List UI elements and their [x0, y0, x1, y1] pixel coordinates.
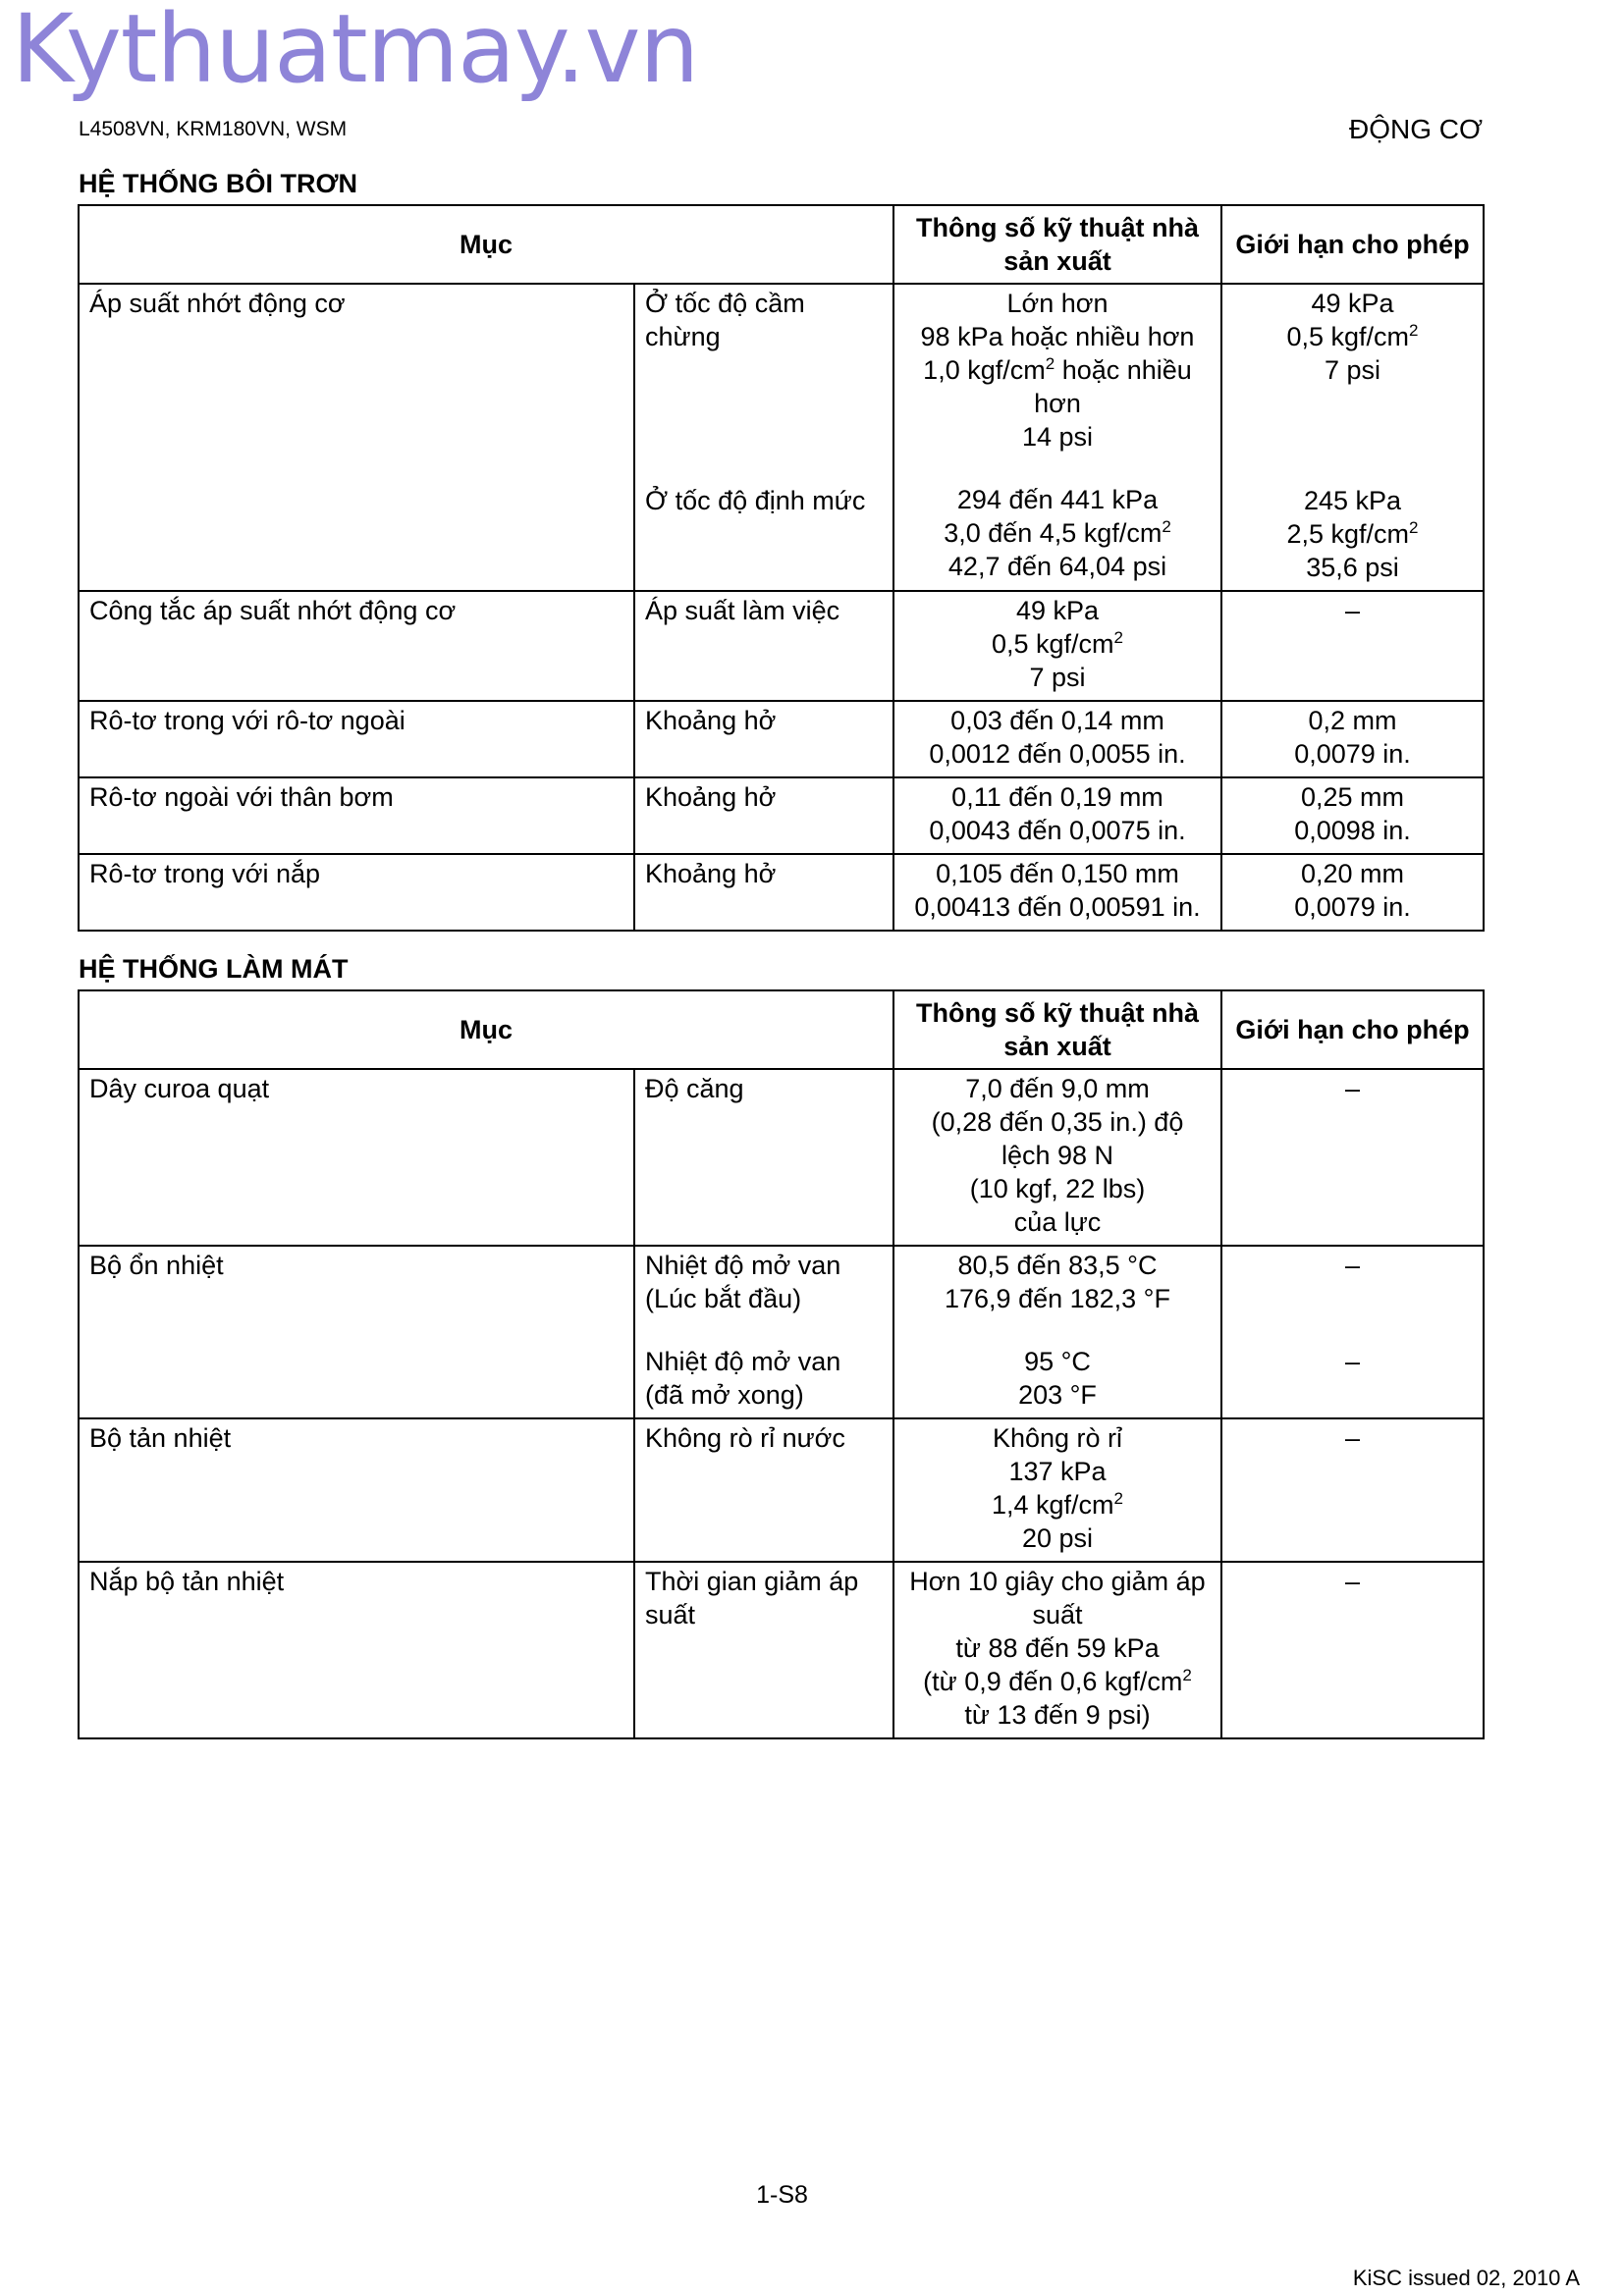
spec-cell — [893, 1562, 1221, 1738]
item-cell: Bộ tản nhiệt — [79, 1418, 634, 1562]
spec-text: 80,5 đến 83,5 °C 176,9 đến 182,3 °F — [945, 1251, 1170, 1313]
superscript: 2 — [1113, 628, 1123, 647]
table-row — [79, 701, 1484, 777]
limit-cell — [1221, 284, 1484, 591]
condition-cell: Khoảng hở — [634, 854, 893, 931]
cooling-table — [78, 989, 1485, 1739]
table-row — [79, 591, 1484, 701]
spec-text: 0,105 đến 0,150 mm 0,00413 đến 0,00591 in. — [914, 859, 1201, 922]
table-header-row — [79, 990, 1484, 1069]
superscript: 2 — [1409, 321, 1419, 340]
superscript: 2 — [1162, 517, 1171, 536]
spec-text: từ 88 đến 59 kPa — [955, 1633, 1160, 1663]
col-header-spec: Thông số kỹ thuật nhà sản xuất — [893, 205, 1221, 284]
condition-full: Nhiệt độ mở van (đã mở xong) — [645, 1347, 841, 1410]
spec-cell — [893, 1069, 1221, 1246]
table-row — [79, 284, 1484, 591]
item-cell: Áp suất nhớt động cơ — [79, 284, 634, 591]
limit-text: 0,5 kgf/cm — [1286, 322, 1410, 351]
cooling-title: HỆ THỐNG LÀM MÁT — [79, 954, 349, 984]
condition-cell: Độ căng — [634, 1069, 893, 1246]
limit-cell: – — [1221, 1418, 1484, 1562]
limit-text: 7 psi — [1324, 355, 1381, 385]
limit-text: 2,5 kgf/cm — [1286, 519, 1410, 549]
page-number: 1-S8 — [756, 2181, 808, 2209]
condition-cell: Khoảng hở — [634, 777, 893, 854]
item-cell: Dây curoa quạt — [79, 1069, 634, 1246]
spec-cell — [893, 284, 1221, 591]
col-header-spec: Thông số kỹ thuật nhà sản xuất — [893, 990, 1221, 1069]
issue-note: KiSC issued 02, 2010 A — [1352, 2266, 1580, 2290]
limit-text: 0,25 mm 0,0098 in. — [1294, 782, 1411, 845]
spec-text: 14 psi — [1021, 422, 1094, 452]
limit-cell: – — [1221, 1069, 1484, 1246]
spec-text: 294 đến 441 kPa — [956, 485, 1159, 514]
section-header: ĐỘNG CƠ — [1348, 114, 1483, 144]
spec-text: Không rò rỉ — [992, 1423, 1123, 1453]
lubrication-table — [78, 204, 1485, 932]
limit-text — [1232, 320, 1473, 353]
limit-text — [1232, 517, 1473, 551]
condition-cell: Không rò rỉ nước — [634, 1418, 893, 1562]
spec-text: 49 kPa — [1015, 596, 1100, 625]
lubrication-title: HỆ THỐNG BÔI TRƠN — [79, 169, 358, 198]
superscript: 2 — [1113, 1489, 1123, 1508]
condition-cell: Thời gian giảm áp suất — [634, 1562, 893, 1738]
spec-text: 0,03 đến 0,14 mm 0,0012 đến 0,0055 in. — [929, 706, 1186, 769]
spec-text — [904, 353, 1211, 420]
table-row — [79, 854, 1484, 931]
condition-cell: Khoảng hở — [634, 701, 893, 777]
spec-text — [904, 1665, 1211, 1698]
table-row — [79, 1418, 1484, 1562]
condition-start: Nhiệt độ mở van (Lúc bắt đầu) — [645, 1251, 841, 1313]
col-header-limit: Giới hạn cho phép — [1221, 205, 1484, 284]
item-cell: Rô-tơ ngoài với thân bơm — [79, 777, 634, 854]
condition-cell: Áp suất làm việc — [634, 591, 893, 701]
col-header-limit: Giới hạn cho phép — [1221, 990, 1484, 1069]
model-header: L4508VN, KRM180VN, WSM — [79, 118, 348, 140]
superscript: 2 — [1182, 1666, 1192, 1684]
spec-cell — [893, 591, 1221, 701]
table-row — [79, 1246, 1484, 1418]
spec-text: Lớn hơn — [1006, 289, 1109, 318]
condition-idle: Ở tốc độ cầm chừng — [645, 289, 805, 351]
col-header-item: Mục — [79, 990, 893, 1069]
superscript: 2 — [1045, 354, 1055, 373]
spec-text — [904, 1488, 1211, 1522]
limit-text: 245 kPa — [1303, 486, 1402, 515]
limit-text: 0,20 mm 0,0079 in. — [1294, 859, 1411, 922]
limit-cell — [1221, 1246, 1484, 1418]
superscript: 2 — [1409, 518, 1419, 537]
spec-text: 7 psi — [1029, 663, 1086, 692]
spec-text: từ 13 đến 9 psi) — [964, 1700, 1151, 1730]
col-header-item: Mục — [79, 205, 893, 284]
condition-cell — [634, 1246, 893, 1418]
limit-text: 49 kPa — [1311, 289, 1394, 318]
spec-text: 0,5 kgf/cm — [991, 629, 1114, 659]
spec-cell — [893, 777, 1221, 854]
spec-text — [904, 516, 1211, 550]
watermark-logo: Kythuatmay.vn — [12, 0, 699, 104]
limit-text: – — [1344, 1251, 1361, 1280]
condition-rated: Ở tốc độ định mức — [645, 486, 866, 515]
item-cell: Bộ ổn nhiệt — [79, 1246, 634, 1418]
table-header-row — [79, 205, 1484, 284]
spec-text: 1,0 kgf/cm — [923, 355, 1046, 385]
spec-text: Hơn 10 giây cho giảm áp suất — [909, 1567, 1206, 1629]
spec-text: 137 kPa — [1008, 1457, 1107, 1486]
limit-text: 35,6 psi — [1306, 553, 1399, 582]
limit-text: – — [1344, 1347, 1361, 1376]
item-cell: Nắp bộ tản nhiệt — [79, 1562, 634, 1738]
spec-text: (từ 0,9 đến 0,6 kgf/cm — [923, 1667, 1183, 1696]
spec-cell — [893, 1418, 1221, 1562]
spec-text: 42,7 đến 64,04 psi — [947, 552, 1167, 581]
spec-text: 98 kPa hoặc nhiều hơn — [920, 322, 1195, 351]
spec-text: 95 °C 203 °F — [1018, 1347, 1097, 1410]
limit-cell — [1221, 777, 1484, 854]
limit-text: 0,2 mm 0,0079 in. — [1294, 706, 1411, 769]
limit-cell: – — [1221, 1562, 1484, 1738]
table-row — [79, 1069, 1484, 1246]
table-row — [79, 777, 1484, 854]
spec-text: 7,0 đến 9,0 mm (0,28 đến 0,35 in.) độ lệch 98 N (10 kgf, 22 lbs) của lực — [931, 1074, 1184, 1237]
limit-cell — [1221, 854, 1484, 931]
condition-cell — [634, 284, 893, 591]
table-row — [79, 1562, 1484, 1738]
item-cell: Công tắc áp suất nhớt động cơ — [79, 591, 634, 701]
spec-text: 20 psi — [1021, 1523, 1094, 1553]
spec-text: 0,11 đến 0,19 mm 0,0043 đến 0,0075 in. — [929, 782, 1186, 845]
limit-cell: – — [1221, 591, 1484, 701]
spec-cell — [893, 854, 1221, 931]
spec-text — [904, 627, 1211, 661]
spec-cell — [893, 701, 1221, 777]
item-cell: Rô-tơ trong với nắp — [79, 854, 634, 931]
spec-cell — [893, 1246, 1221, 1418]
spec-text: hoặc nhiều hơn — [1034, 355, 1192, 418]
spec-text: 3,0 đến 4,5 kgf/cm — [944, 518, 1163, 548]
item-cell: Rô-tơ trong với rô-tơ ngoài — [79, 701, 634, 777]
spec-text: 1,4 kgf/cm — [991, 1490, 1114, 1520]
limit-cell — [1221, 701, 1484, 777]
